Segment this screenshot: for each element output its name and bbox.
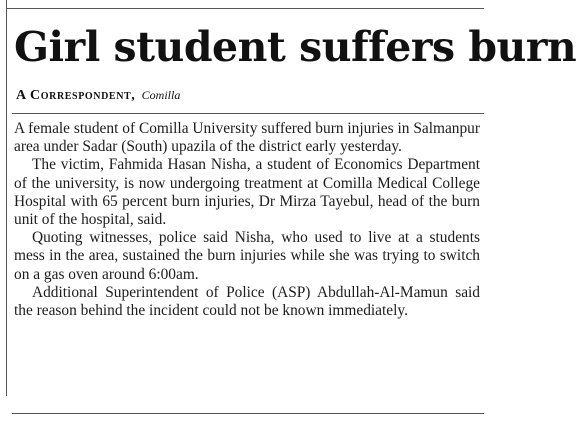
column-bottom-rule xyxy=(12,413,484,414)
byline-author: A Correspondent, xyxy=(16,88,136,103)
byline-divider xyxy=(12,113,484,114)
article-paragraph-1: A female student of Comilla University suffered burn injuries in Salmanpur area under Sadar (South) upazila of the district early yesterday. xyxy=(14,120,480,156)
article-paragraph-4: Additional Superintendent of Police (ASP) Abdullah-Al-Mamun said the reason behind the incident could not be known immediately. xyxy=(14,283,480,320)
article-paragraph-3: Quoting witnesses, police said Nisha, who used to live at a students mess in the area, sustained the burn injuries while she was trying to switch on a gas oven around 6:00am. xyxy=(14,229,480,283)
article-body xyxy=(14,120,480,320)
column-top-rule xyxy=(6,8,484,9)
article-paragraph-2: The victim, Fahmida Hasan Nisha, a student of Economics Department of the university, is now undergoing treatment at Comilla Medical College Hospital with 65 percent burn injuries, Dr Mirza Tayebul, head of the burn unit of the hospital, said. xyxy=(14,156,480,229)
column-left-rule xyxy=(6,0,7,396)
article-byline xyxy=(16,86,180,105)
article-headline: Girl student suffers burn xyxy=(14,23,576,71)
byline-location: Comilla xyxy=(141,88,181,102)
